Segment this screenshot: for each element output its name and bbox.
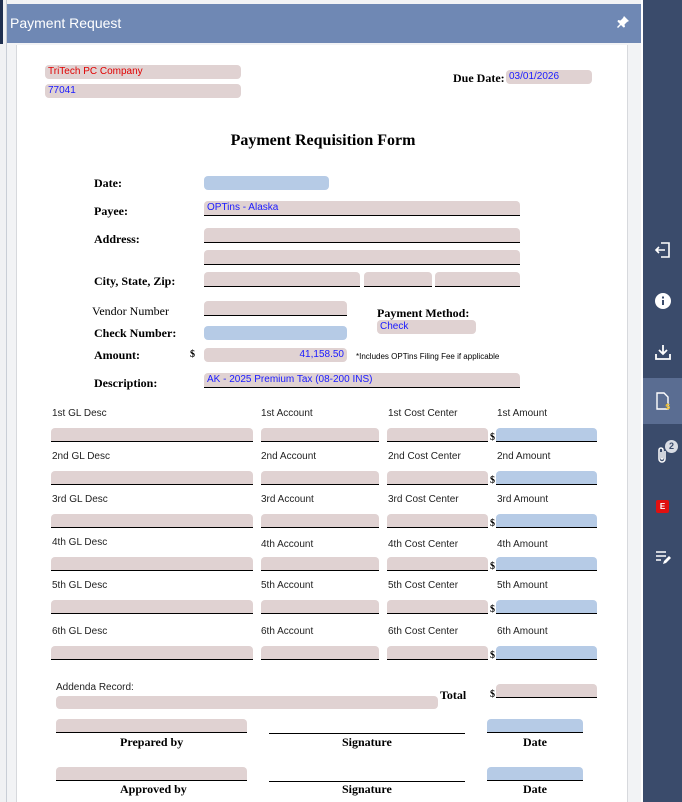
payment-method-field[interactable]: Check (377, 320, 476, 334)
addenda-record-field[interactable] (56, 696, 438, 709)
zip-field[interactable] (435, 272, 520, 287)
address-label: Address: (94, 232, 140, 246)
gl-amount-field[interactable] (496, 600, 597, 614)
gl-account-label: 4th Account (261, 539, 314, 550)
address-line2-field[interactable] (204, 250, 520, 265)
gl-desc-label: 4th GL Desc (52, 537, 108, 548)
panel-title: Payment Request (10, 15, 122, 31)
gl-account-label: 3rd Account (261, 494, 314, 505)
gl-amount-field[interactable] (496, 471, 597, 485)
info-icon (654, 292, 672, 310)
approved-by-field[interactable] (56, 767, 247, 781)
svg-text:$: $ (664, 402, 671, 410)
right-sidebar (643, 0, 682, 802)
prepared-signature-line[interactable] (269, 733, 465, 734)
total-field[interactable] (496, 684, 597, 698)
gl-desc-field[interactable] (51, 557, 253, 571)
gl-cost-center-label: 1st Cost Center (388, 408, 458, 419)
prepared-signature-label: Signature (342, 735, 392, 749)
red-stamp-icon: E (656, 500, 669, 513)
due-date-label: Due Date: (453, 71, 505, 85)
amount-dollar-sign: $ (190, 349, 195, 360)
left-strip (0, 0, 7, 802)
form-page (16, 45, 628, 802)
gl-cost-center-label: 3rd Cost Center (388, 494, 459, 505)
gl-desc-label: 1st GL Desc (52, 408, 107, 419)
payment-method-label: Payment Method: (377, 306, 470, 320)
vendor-number-field[interactable] (204, 301, 347, 316)
gl-cost-center-label: 2nd Cost Center (388, 451, 461, 462)
amount-note: *Includes OPTins Filing Fee if applicable (356, 352, 500, 361)
gl-desc-label: 5th GL Desc (52, 580, 108, 591)
gl-cost-center-field[interactable] (387, 514, 488, 528)
date-label: Date: (94, 176, 122, 190)
gl-dollar-sign: $ (490, 604, 495, 615)
payment-document-icon (654, 392, 672, 410)
date-field[interactable] (204, 176, 329, 190)
gl-cost-center-field[interactable] (387, 600, 488, 614)
gl-cost-center-field[interactable] (387, 557, 488, 571)
gl-cost-center-field[interactable] (387, 646, 488, 660)
pin-icon[interactable] (615, 14, 631, 30)
prepared-by-field[interactable] (56, 719, 247, 733)
attachment-count-badge: 2 (665, 440, 678, 453)
address-line1-field[interactable] (204, 228, 520, 243)
attachment-button[interactable] (643, 436, 682, 474)
prepared-by-label: Prepared by (120, 735, 184, 749)
gl-account-field[interactable] (261, 471, 379, 485)
gl-cost-center-field[interactable] (387, 428, 488, 442)
vendor-number-label: Vendor Number (92, 304, 169, 318)
gl-desc-field[interactable] (51, 514, 253, 528)
gl-account-label: 5th Account (261, 580, 314, 591)
gl-account-label: 6th Account (261, 626, 314, 637)
amount-label: Amount: (94, 348, 141, 362)
gl-cost-center-label: 4th Cost Center (388, 539, 459, 550)
gl-dollar-sign: $ (490, 561, 495, 572)
notes-edit-icon (654, 548, 672, 566)
left-strip-accent (0, 0, 3, 44)
info-button[interactable] (643, 282, 682, 320)
gl-dollar-sign: $ (490, 518, 495, 529)
description-label: Description: (94, 376, 158, 390)
amount-field[interactable]: 41,158.50 (204, 348, 347, 362)
gl-dollar-sign: $ (490, 432, 495, 443)
panel-titlebar (7, 4, 641, 43)
payment-document-button[interactable] (643, 378, 682, 424)
payee-field[interactable]: OPTins - Alaska (204, 201, 520, 216)
gl-desc-field[interactable] (51, 646, 253, 660)
description-field[interactable]: AK - 2025 Premium Tax (08-200 INS) (204, 373, 520, 388)
download-icon (654, 343, 672, 361)
red-stamp-button[interactable] (643, 487, 682, 525)
gl-amount-label: 6th Amount (497, 626, 548, 637)
total-dollar-sign: $ (490, 689, 495, 700)
gl-desc-field[interactable] (51, 471, 253, 485)
gl-amount-field[interactable] (496, 557, 597, 571)
gl-amount-label: 5th Amount (497, 580, 548, 591)
approved-by-label: Approved by (120, 782, 187, 796)
check-number-label: Check Number: (94, 326, 177, 340)
total-label: Total (440, 688, 467, 702)
city-field[interactable] (204, 272, 360, 287)
gl-dollar-sign: $ (490, 650, 495, 661)
prepared-date-field[interactable] (487, 719, 583, 733)
gl-amount-label: 2nd Amount (497, 451, 551, 462)
gl-account-field[interactable] (261, 514, 379, 528)
company-name-field[interactable]: TriTech PC Company (45, 65, 241, 79)
notes-edit-button[interactable] (643, 538, 682, 576)
prepared-date-label: Date (523, 735, 547, 749)
gl-amount-label: 3rd Amount (497, 494, 549, 505)
download-button[interactable] (643, 333, 682, 371)
gl-cost-center-label: 5th Cost Center (388, 580, 459, 591)
gl-account-label: 1st Account (261, 408, 313, 419)
gl-account-label: 2nd Account (261, 451, 317, 462)
gl-amount-label: 1st Amount (497, 408, 548, 419)
gl-account-field[interactable] (261, 557, 379, 571)
gl-desc-field[interactable] (51, 428, 253, 442)
approved-signature-label: Signature (342, 782, 392, 796)
gl-account-field[interactable] (261, 428, 379, 442)
exit-button[interactable] (643, 231, 682, 269)
gl-account-field[interactable] (261, 600, 379, 614)
gl-amount-field[interactable] (496, 514, 597, 528)
due-date-field[interactable]: 03/01/2026 (506, 70, 592, 84)
gl-amount-label: 4th Amount (497, 539, 548, 550)
company-code-field[interactable]: 77041 (45, 84, 241, 98)
city-state-zip-label: City, State, Zip: (94, 274, 176, 288)
gl-amount-field[interactable] (496, 646, 597, 660)
form-heading: Payment Requisition Form (230, 132, 416, 149)
gl-desc-label: 6th GL Desc (52, 626, 108, 637)
gl-desc-field[interactable] (51, 600, 253, 614)
payment-request-panel (7, 0, 641, 802)
state-field[interactable] (364, 272, 432, 287)
check-number-field[interactable] (204, 326, 347, 340)
gl-dollar-sign: $ (490, 475, 495, 486)
gl-cost-center-label: 6th Cost Center (388, 626, 459, 637)
payee-label: Payee: (94, 204, 128, 218)
approved-date-label: Date (523, 782, 547, 796)
gl-desc-label: 2nd GL Desc (52, 451, 110, 462)
gl-amount-field[interactable] (496, 428, 597, 442)
gl-cost-center-field[interactable] (387, 471, 488, 485)
gl-desc-label: 3rd GL Desc (52, 494, 108, 505)
gl-account-field[interactable] (261, 646, 379, 660)
approved-date-field[interactable] (487, 767, 583, 781)
addenda-record-label: Addenda Record: (56, 682, 134, 693)
exit-icon (654, 241, 672, 259)
